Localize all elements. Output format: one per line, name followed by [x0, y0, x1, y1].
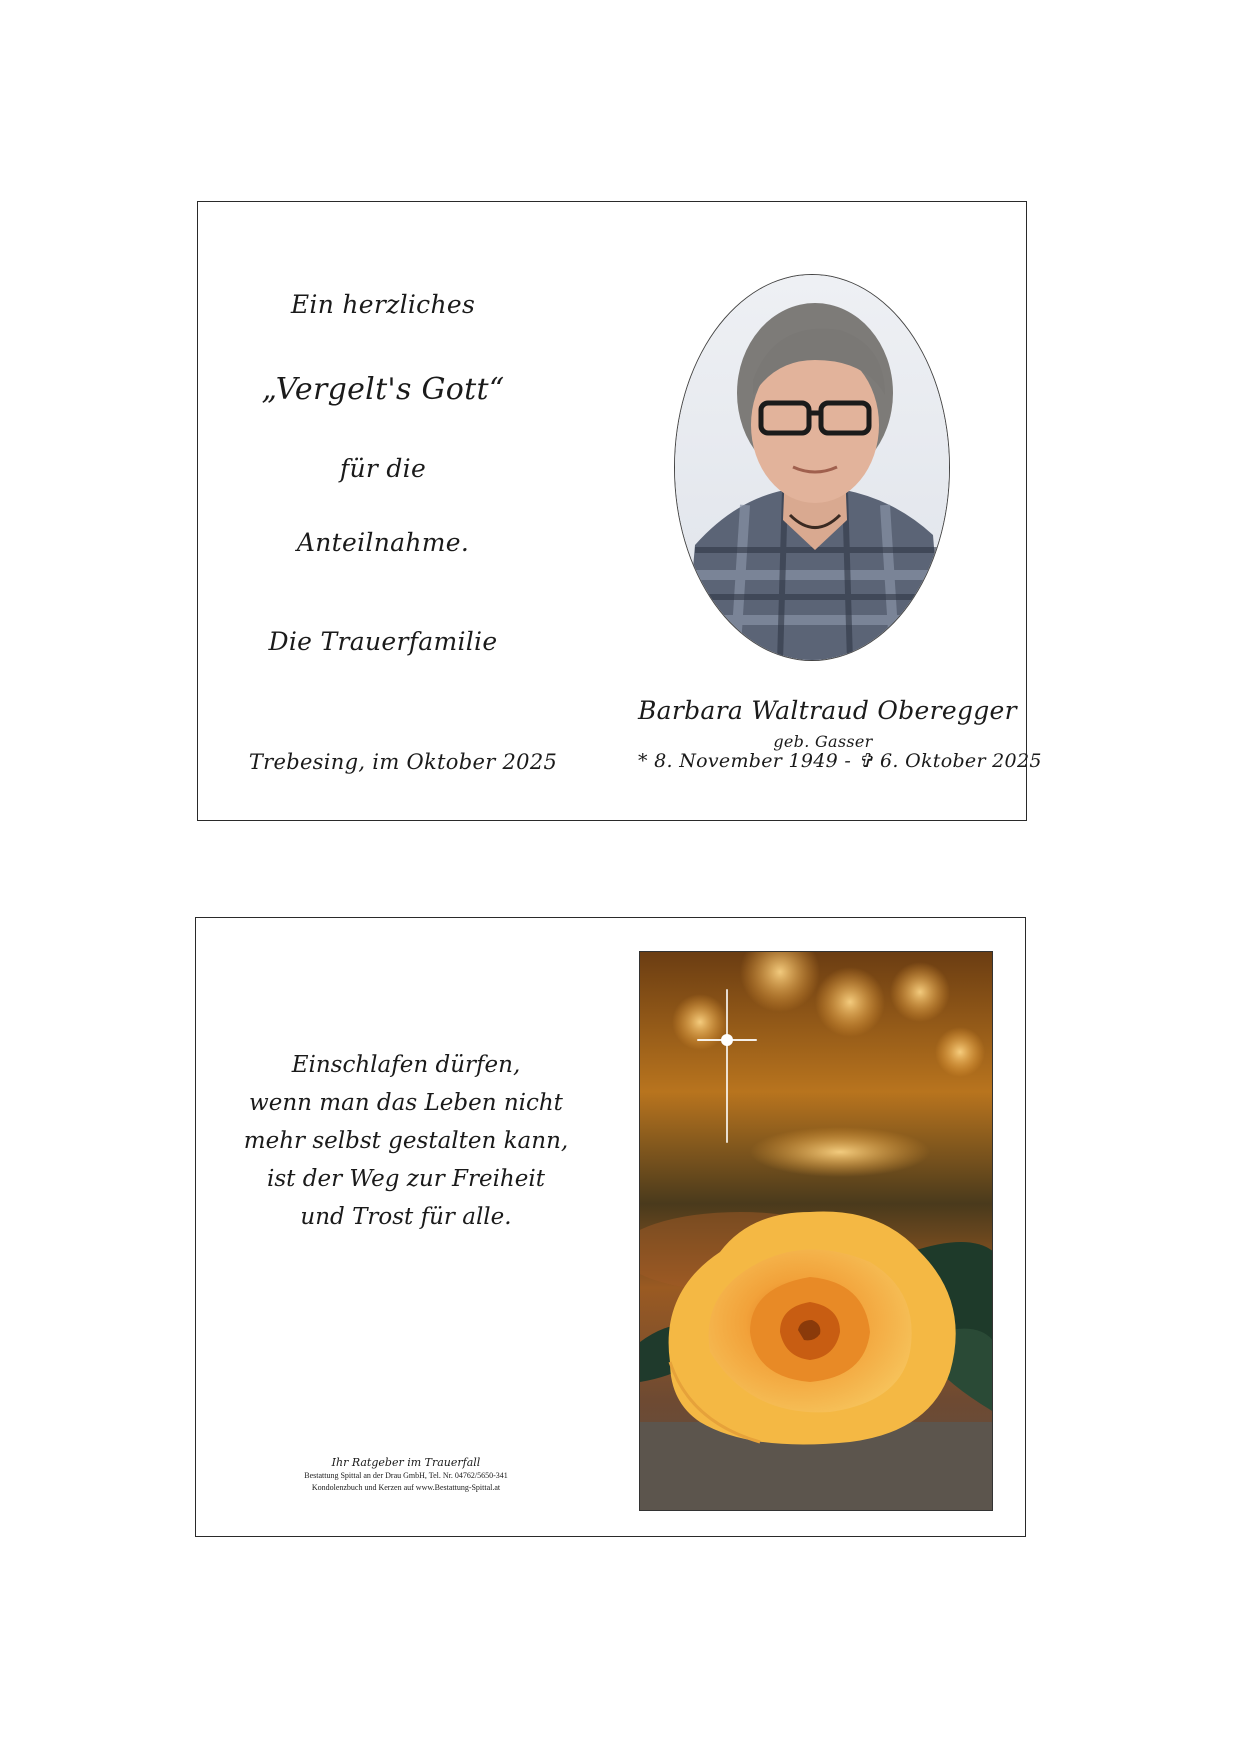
deceased-name: Barbara Waltraud Oberegger — [638, 696, 1017, 725]
poem-line: wenn man das Leben nicht — [249, 1090, 563, 1116]
place-date: Trebesing, im Oktober 2025 — [248, 750, 558, 774]
life-dates: * 8. November 1949 - ✞ 6. Oktober 2025 — [638, 750, 1042, 772]
poem-line: Einschlafen dürfen, — [291, 1052, 521, 1078]
footer-title: Ihr Ratgeber im Trauerfall — [331, 1456, 481, 1469]
thanks-line-3: für die — [339, 454, 427, 483]
front-card — [197, 201, 1042, 821]
poem-line: und Trost für alle. — [300, 1204, 512, 1230]
signature-family: Die Trauerfamilie — [268, 627, 498, 656]
rose-photo — [639, 951, 993, 1511]
footer-company: Bestattung Spittal an der Drau GmbH, Tel. Nr. 04762/5650-341 — [304, 1471, 508, 1480]
thanks-line-1: Ein herzliches — [290, 290, 476, 319]
poem-line: mehr selbst gestalten kann, — [243, 1128, 569, 1154]
funeral-home-footer — [256, 1456, 556, 1494]
poem-line: ist der Weg zur Freiheit — [267, 1166, 545, 1192]
footer-web: Kondolenzbuch und Kerzen auf www.Bestattung-Spittal.at — [311, 1483, 501, 1492]
thanks-line-4: Anteilnahme. — [296, 528, 470, 557]
thanks-line-2: „Vergelt's Gott“ — [261, 372, 505, 407]
portrait-photo — [674, 274, 950, 661]
birth-name: geb. Gasser — [773, 732, 873, 751]
back-card — [195, 917, 1026, 1537]
poem — [236, 1046, 576, 1236]
